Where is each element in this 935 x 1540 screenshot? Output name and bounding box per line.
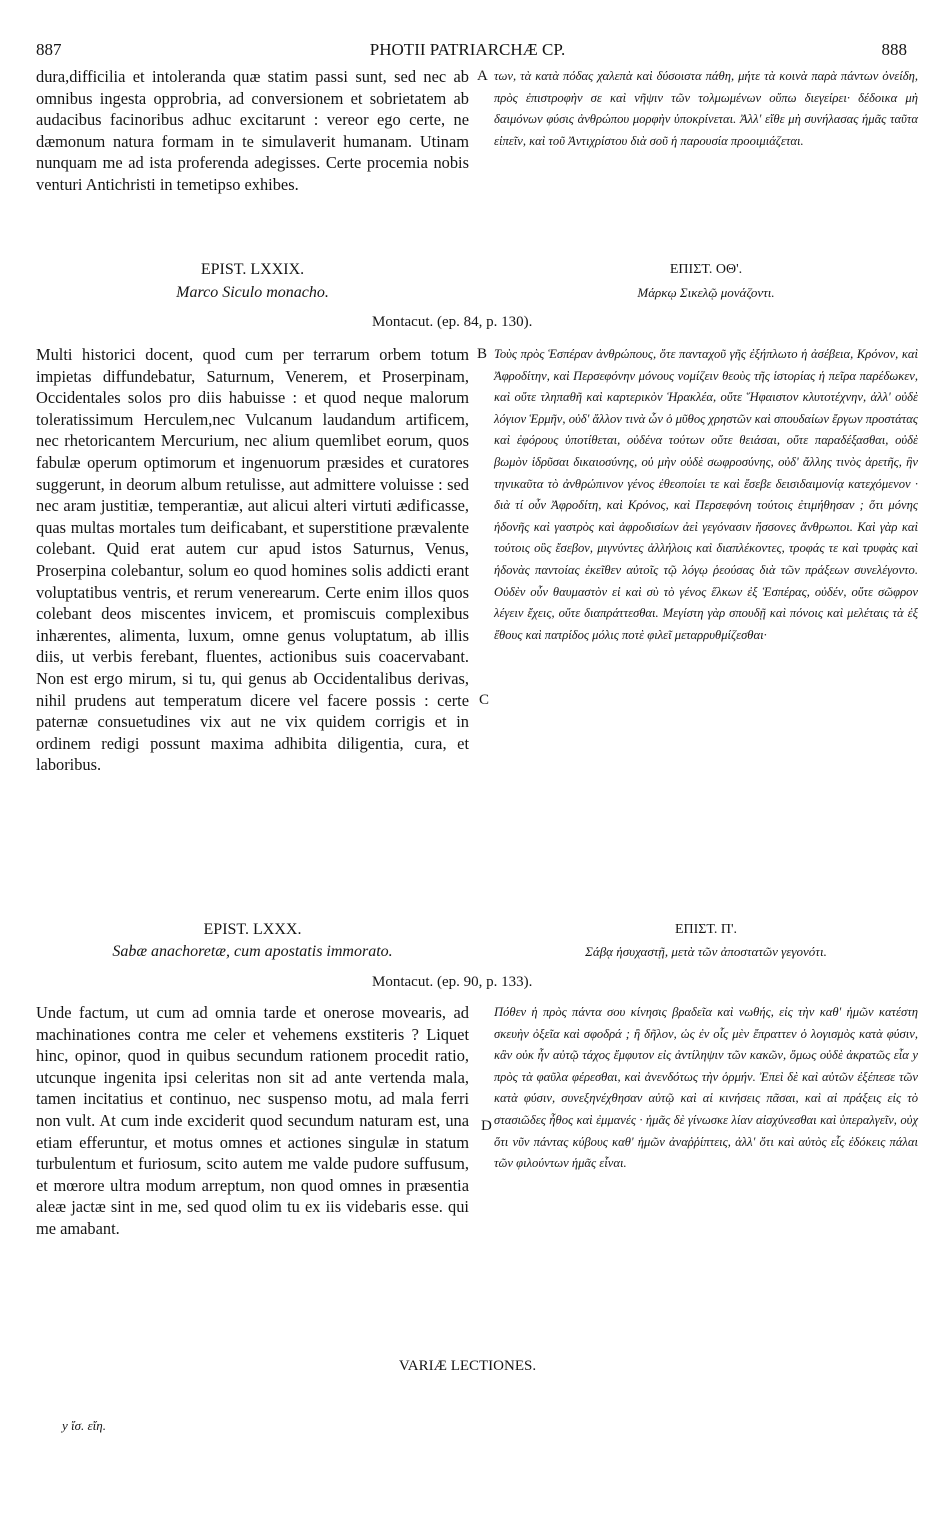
margin-letter-b: B (477, 346, 488, 362)
epist-79-source: Montacut. (ep. 84, p. 130). (372, 314, 533, 330)
epist-80-greek-subtitle: Σάβᾳ ἡσυχαστῇ, μετὰ τῶν ἀποστατῶν γεγονότι. (585, 944, 827, 959)
latin-text-continued: dura,difficilia et intoleranda quæ statim passi sunt, sed nec ab omnibus ingesta opprobria, ad conversionem et sobrietatem ab audacibus facinoribus adhuc excitarunt : vereor ego certe, ne dæmonum natura formam in te simulaverit humanam. Utinam nunquam me ad ista proferenda adegisses. Certe procemia nobis venturi Antichristi in temetipso exhibes. (36, 67, 469, 194)
epist-80-greek-text: Πόθεν ἡ πρὸς πάντα σου κίνησις βραδεῖα καὶ νωθής, εἰς τὴν καθ' ἡμῶν κατέστη σκευὴν ὀξεῖα καὶ σφοδρά ; ἢ δῆλον, ὡς ἐν οἷς μὲν ἔπραττεν ὁ λογισμὸς κατὰ φύσιν, κἂν οὐκ ἦν αὐτῷ τάχος ἔμφυτον εἰς ἀντίληψιν τῶν κακῶν, ὅμως οὐδὲ ἀκρατῶς εἶα y πρὸς τὰ φαῦλα φέρεσθαι, καὶ ἀνενδότως τὴν ὁρμήν. Ἐπεὶ δὲ καὶ αὐτῶν ἐξέπεσε τῶν κατὰ φύσιν, συνεξηνέχθησαν αὐτῷ καὶ αἱ κινήσεις πᾶσαι, καὶ αἱ πράξεις εἰς τὸ στασιῶδες ἦθος καὶ ἐμμανές · ἡμᾶς δὲ γίνωσκε λίαν αἰσχύνεσθαι καὶ ὑπεραλγεῖν, οὐχ ὅτι νῦν πάντας κύβους καθ' ἡμῶν ἀναῤῥίπτεις, ἀλλ' ὅτι καὶ αὐτὸς εἷς ἐδόκεις πάλαι τῶν φιλούντων ἡμᾶς εἶναι. (494, 1005, 918, 1171)
epist-79-latin-text: Multi historici docent, quod cum per terrarum orbem totum impietas diffundebatur, Saturnum, Venerem, et Proserpinam, Occidentales solos pro diis habuisse : et quod neque malorum toleratissimum Herculem,nec Vulcanum laudandum artificem, nec rhetoricantem Mercurium, nec alium quemlibet eorum, quos fabulæ operum optimorum et ingenuorum præsides et curatores suggerunt, in deorum album retulisse, aut admittere voluisse : sed nec aram justitiæ, temperantiæ, aut alicui alteri virtuti ædificasse, quas multas mortales tum deificabant, et superstitione prævalente colebant. Quid erat autem cur apud istos Saturnus, Venus, Proserpina colebantur, solum eo quod homines solis addicti erant voluptatibus ventris, et rerum venerearum. Certe enim illos quos colebant deos miscentes invicem, et promiscuis complexibus inhærentes, alimenta, luxum, omne genus voluptatum, ab illis diis, ut verbis ferebant, fluentes, actionibus suis coacervabant. Non est ergo mirum, si tu, qui genus ab Occidentalibus derivas, nihil prudens aut temperatum dicere vel facere possis : certe paternæ consuetudines vix aut ne vix quidem corrigis et in ordinem redigi possunt maxima adhibita diligentia, cura, et laboribus. (36, 345, 469, 775)
epist-79-latin-subtitle: Marco Siculo monacho. (176, 284, 329, 301)
epist-80-greek-heading: ΕΠΙΣΤ. Π'. (674, 922, 738, 937)
epist-79-greek-subtitle: Μάρκῳ Σικελῷ μονάζοντι. (637, 285, 775, 300)
variant-reading-note: y ἴσ. εἴη. (62, 1418, 106, 1433)
variae-lectiones-heading: VARIÆ LECTIONES. (398, 1358, 537, 1374)
epist-79-greek-text: Τοὺς πρὸς Ἑσπέραν ἀνθρώπους, ὅτε πανταχοῦ γῆς ἐξήπλωτο ἡ ἀσέβεια, Κρόνον, καὶ Ἀφροδίτην, καὶ Περσεφόνην μόνους νομίζειν θεοὺς τῆς ἱστορίας ἡ πεῖρα παρέδωκεν, καὶ οὔτε τληπαθῆ καὶ καρτερικὸν Ἡρακλέα, οὔτε Ἥφαιστον κλυτοτέχνην, ἀλλ' οὐδὲ λόγιον Ἑρμῆν, οὐδ' ἄλλον τινὰ ὧν ὁ μῦθος χρηστῶν καὶ σπουδαίων ἔργων προστάτας καὶ ἐφόρους ὑποτίθεται, οὐδένα τούτων οὔτε θειάσαι, οὔτε παραδέξασθαι, οὐδὲ βωμὸν ἱδρῦσαι δικαιοσύνης, οὐ μὴν οὐδὲ σωφροσύνης, οὐδ' ἄλλης τινὸς ἀρετῆς, ἣν τηνικαῦτα τὸ ἀνθρώπινον γένος ἐθεοποίει τε καὶ ἔσεβε δεισιδαιμονίᾳ κατεχόμενον · διὰ τί οὖν Ἀφροδίτη, καὶ Κρόνος, καὶ Περσεφόνη τούτοις ἐτιμήθησαν ; ὅτι μόνης ἡδονῆς καὶ γαστρὸς καὶ ἀφροδισίων ἀεὶ γεγόνασιν ἥσσονες ἄνθρωποι. Καὶ γὰρ καὶ τούτοις οὓς ἔσεβον, μιγνύντες ἀλλήλοις καὶ διαπλέκοντες, τροφάς τε καὶ τρυφὰς καὶ ἡδονὰς παντοίας ἐκεῖθεν αὐτοῖς τῷ λόγῳ ῥεούσας διὰ τῶν πράξεων συνελέγοντο. Οὐδὲν οὖν θαυμαστὸν εἰ καὶ σὺ τὸ γένος ἕλκων ἐξ Ἑσπέρας, οὐδέν, οὔτε σῶφρον λέγειν ἔχεις, οὔτε διαπράττεσθαι. Μεγίστη γὰρ σπουδῇ καὶ πόνοις καὶ μελέταις τὰ ἐξ ἔθους καὶ πατρίδος μόλις ποτὲ φιλεῖ μεταρρυθμίζεσθαι· (494, 347, 918, 642)
epist-80-latin-subtitle: Sabæ anachoretæ, cum apostatis immorato. (112, 943, 393, 960)
running-title: PHOTII PATRIARCHÆ CP. (369, 40, 566, 59)
margin-letter-a: A (477, 68, 488, 84)
epist-79-latin-heading: EPIST. LXXIX. (200, 261, 305, 278)
epist-80-source: Montacut. (ep. 90, p. 133). (372, 974, 533, 990)
margin-letter-d: D (481, 1118, 492, 1134)
epist-80-latin-heading: EPIST. LXXX. (203, 921, 302, 938)
page-number-right: 888 (881, 40, 907, 59)
page-number-left: 887 (36, 40, 62, 59)
epist-79-greek-heading: ΕΠΙΣΤ. ΟΘ'. (669, 262, 743, 277)
epist-80-latin-text: Unde factum, ut cum ad omnia tarde et onerose movearis, ad machinationes contra me celer et vehemens exstiteris ? Liquet hinc, opinor, quod in quibus secundum rationem procedit ratio, utcunque ingenita ipsi celeritas non sit ad ante vertenda mala, tamen incitatius et continuo, nec suspenso motu, ad mala ferri non vult. At cum inde exciderit quod secundum naturam est, una etiam efferuntur, et motus omnes et actiones singulæ in statum turbulentum et furiosum, scito autem me valde pudore suffusum, et mœrore ultra modum arreptum, non quod omnes in præsentia aleæ jactæ sint in me, sed quod olim tu ex iis videbaris esse. qui me amabant. (36, 1003, 469, 1238)
margin-letter-c: C (479, 692, 490, 708)
greek-text-continued: των, τὰ κατὰ πόδας χαλεπὰ καὶ δύσοιστα πάθη, μήτε τὰ κοινὰ παρὰ πάντων ὀνείδη, πρὸς ἐπιστροφὴν σε καὶ νῆψιν τῶν τολμωμένων οὔπω διεγείρει· δέδοικα μὴ δαιμόνων φύσις ἀνθρώπου μορφὴν ὑποκρίνεται. Ἀλλ' εἴθε μὴ συνήλασας ἡμᾶς ταῦτα εἰπεῖν, καὶ τοῦ Ἀντιχρίστου διὰ σοῦ ἡ παρουσία προοιμιάζεται. (494, 69, 918, 148)
